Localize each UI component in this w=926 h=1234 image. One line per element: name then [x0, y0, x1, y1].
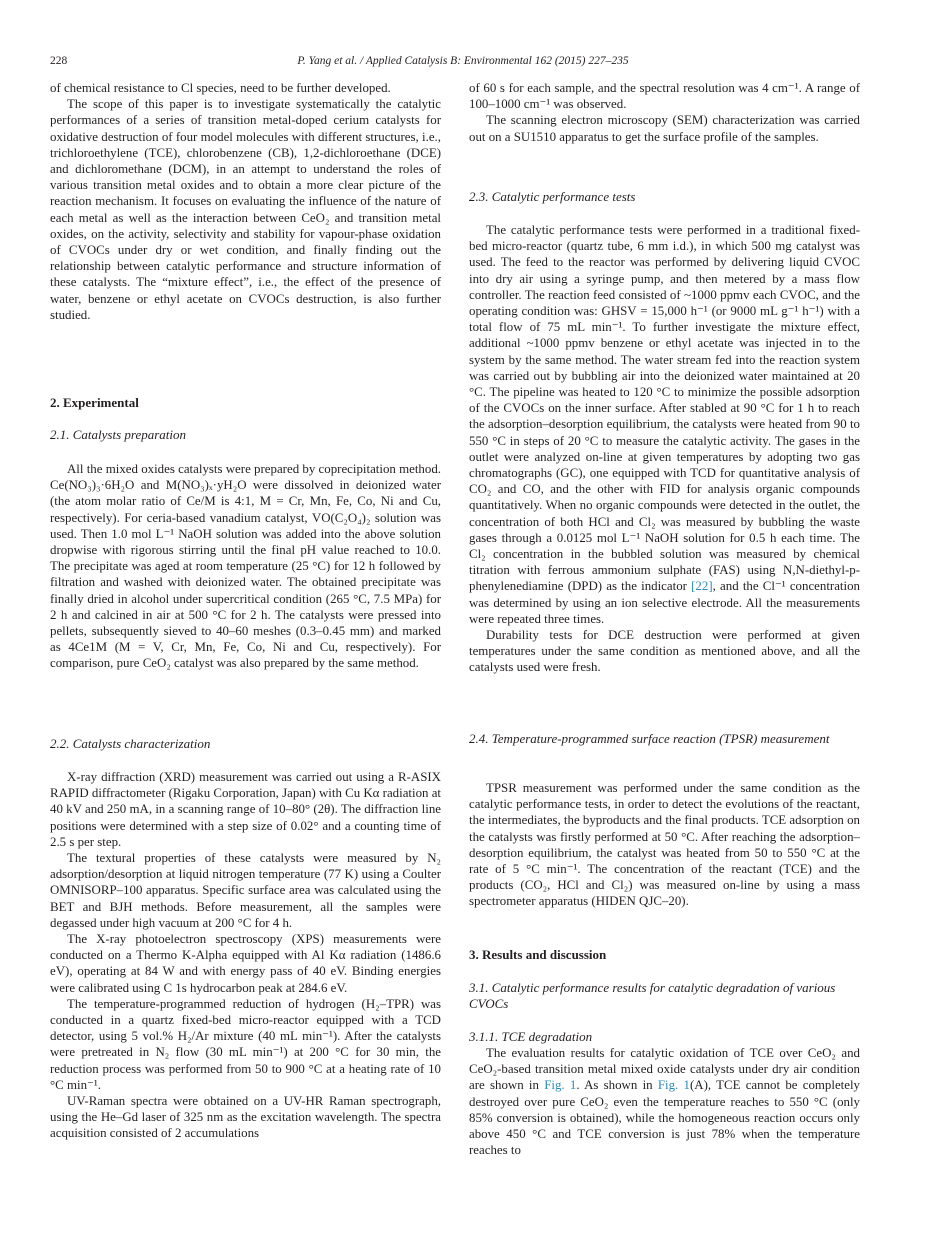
paragraph: of chemical resistance to Cl species, need to be further developed.	[50, 81, 391, 95]
paragraph	[469, 1045, 860, 1158]
paragraph: of 60 s for each sample, and the spectral resolution was 4 cm⁻¹. A range of 100–1000 cm⁻¹ was observed.	[469, 81, 860, 112]
section-2-4-body	[469, 780, 860, 910]
reference-link-22[interactable]: [22]	[691, 579, 713, 594]
figure-link-1[interactable]: Fig. 1	[544, 1078, 577, 1093]
paragraph: The scanning electron microscopy (SEM) characterization was carried out on a SU1510 apparatus to get the surface profile of the samples.	[469, 113, 860, 144]
section-2-1-body	[50, 461, 441, 672]
page-number: 228	[50, 55, 68, 67]
paragraph: The scope of this paper is to investigate systematically the catalytic performances of a series of transition metal-doped cerium catalysts for oxidative destruction of four model molecules with different structures, i.e., trichloroethylene (TCE), chlorobenzene (CB), 1,2-dichloroethane (DCE) and dichloromethane (DCM), in an attempt to understand the roles of various transition metal oxides and to obtain a more clear picture of the reaction mechanism. It focuses on evaluating the influence of the nature of each metal as well as the interaction between CeO₂ and transition metal oxides, on the activity, selectivity and stability for vapour-phase oxidation of CVOCs under dry or wet condition, and finally finding out the relationship between catalytic performance and structure information of these catalysts. The “mixture effect”, i.e., the effect of the presence of water, benzene or ethyl acetate on CVOCs destruction, is also further studied.	[50, 97, 441, 322]
section-heading: 3. Results and discussion	[469, 947, 607, 962]
text: (A), TCE cannot be completely destroyed over pure CeO₂ even the temperature reaches to 550 °C (only 85% conversion is obtained), while the homogeneous reaction occurs only above 450 °C and TCE conversion is just 78% when the temperature reaches to	[469, 1078, 861, 1158]
section-heading: 2. Experimental	[50, 395, 139, 410]
section-3-1-1-body	[469, 1045, 860, 1158]
subsubsection-heading: 3.1.1. TCE degradation	[469, 1029, 593, 1044]
running-header-citation: P. Yang et al. / Applied Catalysis B: Environmental 162 (2015) 227–235	[297, 55, 629, 67]
paragraph	[469, 222, 860, 627]
paragraph: The textural properties of these catalysts were measured by N₂ adsorption/desorption at liquid nitrogen temperature (77 K) using a Coulter OMNISORP–100 apparatus. Specific surface area was calculated using the BET and BJH methods. Before measurement, all the samples were degassed under high vacuum at 200 °C for 4 h.	[50, 851, 441, 930]
paragraph: X-ray diffraction (XRD) measurement was carried out using a R-ASIX RAPID diffractometer (Rigaku Corporation, Japan) with Cu Kα radiation at 40 kV and 250 mA, in a scanning range of 10–80° (2θ). The diffraction line positions were determined with a step size of 0.02° and a counting time of 2.5 s per step.	[50, 770, 441, 849]
subsection-heading: 2.3. Catalytic performance tests	[469, 189, 636, 204]
paragraph: Durability tests for DCE destruction were performed at given temperatures under the same condition as mentioned above, and all the catalysts used were fresh.	[469, 628, 860, 675]
paragraph: TPSR measurement was performed under the same condition as the catalytic performance tests, in order to detect the evolutions of the reactant, the intermediates, the byproducts and the final products. TCE adsorption on the catalysts was firstly performed at 50 °C. After reaching the adsorption–desorption equilibrium, the catalyst was heated from 50 to 550 °C at the rate of 5 °C min⁻¹. The concentration of the reactant (TCE) and the products (CO₂, HCl and Cl₂) was measured on-line by using a mass spectrometer apparatus (HIDEN QJC–20).	[469, 781, 860, 909]
intro-block	[50, 80, 441, 323]
section-2-3-body	[469, 222, 860, 676]
subsection-heading: 3.1. Catalytic performance results for catalytic degradation of various CVOCs	[469, 980, 836, 1012]
subsection-heading: 2.1. Catalysts preparation	[50, 427, 187, 442]
text: . As shown in	[576, 1078, 658, 1093]
paragraph: The temperature-programmed reduction of hydrogen (H₂–TPR) was conducted in a quartz fixed-bed micro-reactor equipped with a TCD detector, using 5 vol.% H₂/Ar mixture (40 mL min⁻¹). After the catalysts were pretreated in N₂ flow (30 mL min⁻¹) at 200 °C for 30 min, the reduction process was performed from 50 to 900 °C at a heating rate of 10 °C min⁻¹.	[50, 996, 441, 1092]
subsection-heading: 2.2. Catalysts characterization	[50, 736, 211, 751]
section-2-2-body	[50, 769, 441, 1142]
continuation-block	[469, 80, 860, 145]
text: The evaluation results for catalytic oxidation of TCE over CeO₂ and CeO₂-based transition metal mixed oxide catalysts under dry air condition are shown in	[469, 1046, 860, 1093]
figure-link-1a[interactable]: Fig. 1	[657, 1078, 690, 1093]
subsection-heading: 2.4. Temperature-programmed surface reaction (TPSR) measurement	[469, 731, 830, 746]
text: The catalytic performance tests were performed in a traditional fixed-bed micro-reactor (quartz tube, 6 mm i.d.), in which 500 mg catalyst was used. The feed to the reactor was performed by delivering liquid CVOC into dry air using a syringe pump, and then metered by a mass flow controller. The reaction feed consisted of ~1000 ppmv each CVOC, and the operating condition was: GHSV = 15,000 h⁻¹ (or 9000 mL g⁻¹ h⁻¹) with a total flow of 75 mL min⁻¹. To further investigate the mixture effect, additional ~1000 ppmv benzene or ethyl acetate was injected in to the system by the same method. The water stream fed into the reaction system was carried out by bubbling air into the deionized water maintained at 20 °C. The pipeline was heated to 120 °C to minimize the possible adsorption of the CVOCs on the inner surface. After stabled at 90 °C for 1 h to reach the adsorption–desorption equilibrium, the catalysts were heated from 90 to 550 °C in steps of 20 °C to measure the catalytic activity. The gases in the outlet were analyzed on-line at given temperatures by adopting two gas chromatographs (GC), one equipped with TCD for quantitative analysis of CO₂ and CO, and the other with FID for analysis organic compounds quantitatively. When no organic compounds were detected in the outlet, the concentration of both HCl and Cl₂ was measured by bubbling the waste gases through a 0.0125 mol L⁻¹ NaOH solution for 0.5 h each time. The Cl₂ concentration in the bubbled solution was measured by chemical titration with ferrous ammonium sulphate (FAS) using N,N-diethyl-p-phenylenediamine (DPD) as the indicator	[469, 223, 860, 594]
paragraph: UV-Raman spectra were obtained on a UV-HR Raman spectrograph, using the He–Gd laser of 325 nm as the excitation wavelength. The spectra acquisition consisted of 2 accumulations	[50, 1094, 441, 1141]
paragraph: All the mixed oxides catalysts were prepared by coprecipitation method. Ce(NO₃)₃·6H₂O and M(NO₃)ₓ·yH₂O were dissolved in deionized water (the atom molar ratio of Ce/M is 4:1, M = Cr, Mn, Fe, Co, Ni and Cu, respectively). For ceria-based vanadium catalyst, VO(C₂O₄)₂ solution was used. Then 1.0 mol L⁻¹ NaOH solution was added into the above solution dropwise with rigorous stirring until the final pH value reached to 10.0. The precipitate was aged at room temperature (25 °C) for 12 h followed by filtration and washed with deionized water. The obtained precipitate was finally dried in alcohol under supercritical condition (265 °C, 7.5 MPa) for 2 h and calcined in air at 500 °C for 2 h. The catalysts were pressed into pellets, subsequently sieved to 40–60 meshes (0.3–0.45 mm) and marked as 4Ce1M (M = V, Cr, Mn, Fe, Co, Ni and Cu, respectively). For comparison, pure CeO₂ catalyst was also prepared by the same method.	[50, 462, 441, 671]
text: , and the Cl⁻¹ concentration was determined by using an ion selective electrode. All the measurements were repeated three times.	[469, 579, 860, 626]
paragraph: The X-ray photoelectron spectroscopy (XPS) measurements were conducted on a Thermo K-Alpha equipped with Al Kα radiation (1486.6 eV), operating at 84 W and with energy pass of 40 eV. Binding energies were calibrated using C 1s hydrocarbon peak at 284.6 eV.	[50, 932, 441, 995]
